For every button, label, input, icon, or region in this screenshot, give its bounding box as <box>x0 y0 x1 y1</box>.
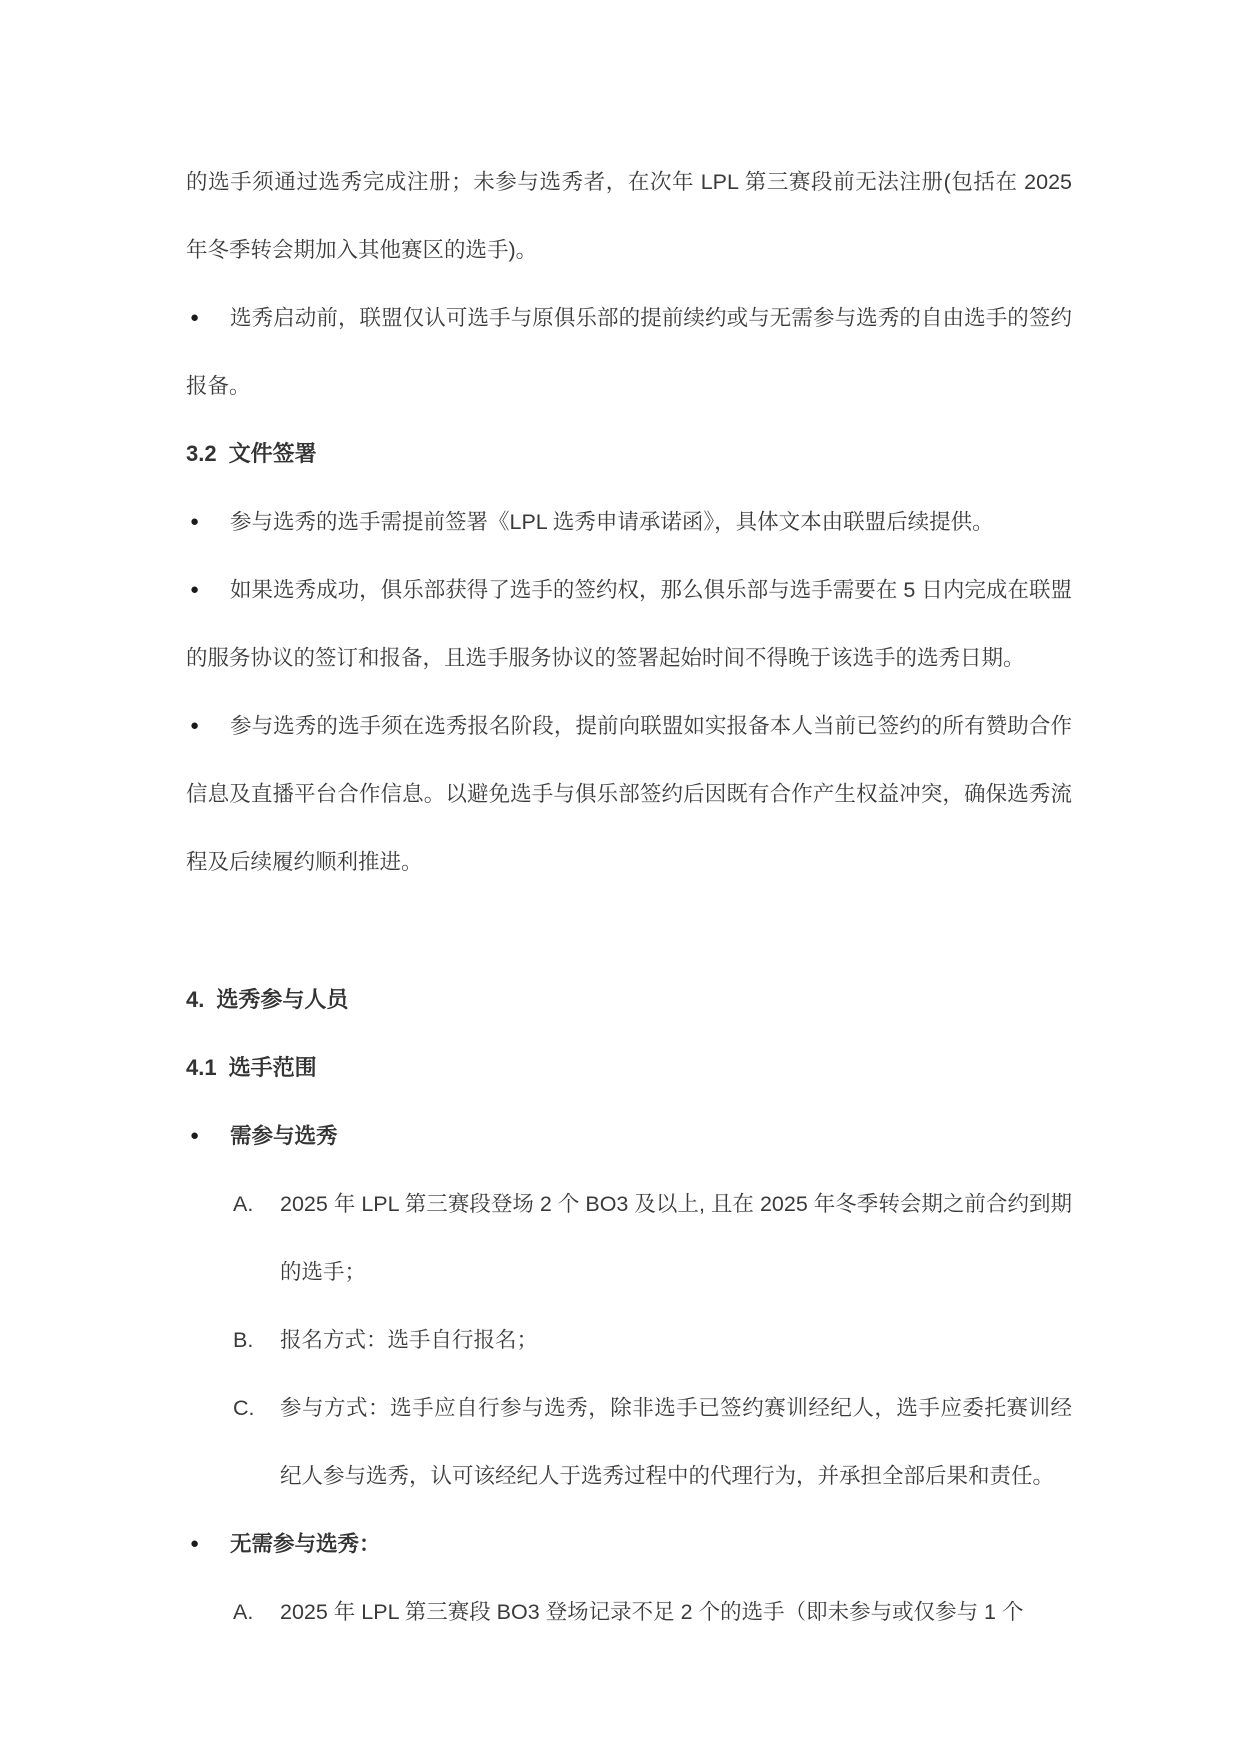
bullet-dot-icon: ● <box>190 717 200 734</box>
list-item-exempt-a <box>186 1578 1072 1646</box>
bullet-dot-icon: ● <box>190 513 200 530</box>
list-item-must-c <box>186 1374 1072 1510</box>
bullet-item-presign <box>186 284 1072 420</box>
section-number: 4.1 <box>186 1055 217 1080</box>
paragraph-continuation: 的选手须通过选秀完成注册；未参与选秀者，在次年 LPL 第三赛段前无法注册(包括在 2025 年冬季转会期加入其他赛区的选手)。 <box>186 170 1072 262</box>
bullet-text: 参与选秀的选手须在选秀报名阶段，提前向联盟如实报备本人当前已签约的所有赞助合作信息及直播平台合作信息。以避免选手与俱乐部签约后因既有合作产生权益冲突，确保选秀流程及后续履约顺利推进。 <box>186 714 1072 874</box>
bullet-dot-icon: ● <box>190 1127 200 1144</box>
section-title: 文件签署 <box>228 441 317 466</box>
list-item-text: 报名方式：选手自行报名； <box>280 1328 539 1352</box>
list-item-text: 2025 年 LPL 第三赛段登场 2 个 BO3 及以上, 且在 2025 年冬季转会期之前合约到期的选手； <box>280 1192 1072 1284</box>
section-heading-4 <box>186 966 1072 1034</box>
bullet-dot-icon: ● <box>190 581 200 598</box>
section-number: 3.2 <box>186 441 217 466</box>
section-number: 4. <box>186 987 205 1012</box>
section-title: 选秀参与人员 <box>216 987 349 1012</box>
list-item-must-a <box>186 1170 1072 1306</box>
bullet-label: 无需参与选秀： <box>230 1532 381 1556</box>
list-marker: A. <box>233 1600 254 1624</box>
bullet-item-commitment-letter <box>186 488 1072 556</box>
bullet-item-must-participate <box>186 1102 1072 1170</box>
bullet-dot-icon: ● <box>190 309 200 326</box>
section-heading-4-1 <box>186 1034 1072 1102</box>
bullet-dot-icon: ● <box>190 1535 200 1552</box>
bullet-text: 选秀启动前，联盟仅认可选手与原俱乐部的提前续约或与无需参与选秀的自由选手的签约报备。 <box>186 306 1072 398</box>
list-marker: B. <box>233 1328 254 1352</box>
section-title: 选手范围 <box>228 1055 317 1080</box>
bullet-item-service-agreement <box>186 556 1072 692</box>
bullet-item-exempt <box>186 1510 1072 1578</box>
bullet-text: 如果选秀成功，俱乐部获得了选手的签约权，那么俱乐部与选手需要在 5 日内完成在联盟的服务协议的签订和报备，且选手服务协议的签署起始时间不得晚于该选手的选秀日期。 <box>186 578 1072 670</box>
section-heading-3-2 <box>186 420 1072 488</box>
list-marker: C. <box>233 1396 255 1420</box>
list-marker: A. <box>233 1192 254 1216</box>
bullet-text: 参与选秀的选手需提前签署《LPL 选秀申请承诺函》，具体文本由联盟后续提供。 <box>230 510 994 534</box>
bullet-label: 需参与选秀 <box>230 1124 338 1148</box>
list-item-text: 2025 年 LPL 第三赛段 BO3 登场记录不足 2 个的选手（即未参与或仅参与 1 个 <box>280 1600 1024 1624</box>
list-item-text: 参与方式：选手应自行参与选秀，除非选手已签约赛训经纪人，选手应委托赛训经纪人参与选秀，认可该经纪人于选秀过程中的代理行为，并承担全部后果和责任。 <box>280 1396 1072 1488</box>
bullet-item-sponsorship-report <box>186 692 1072 896</box>
list-item-must-b <box>186 1306 1072 1374</box>
